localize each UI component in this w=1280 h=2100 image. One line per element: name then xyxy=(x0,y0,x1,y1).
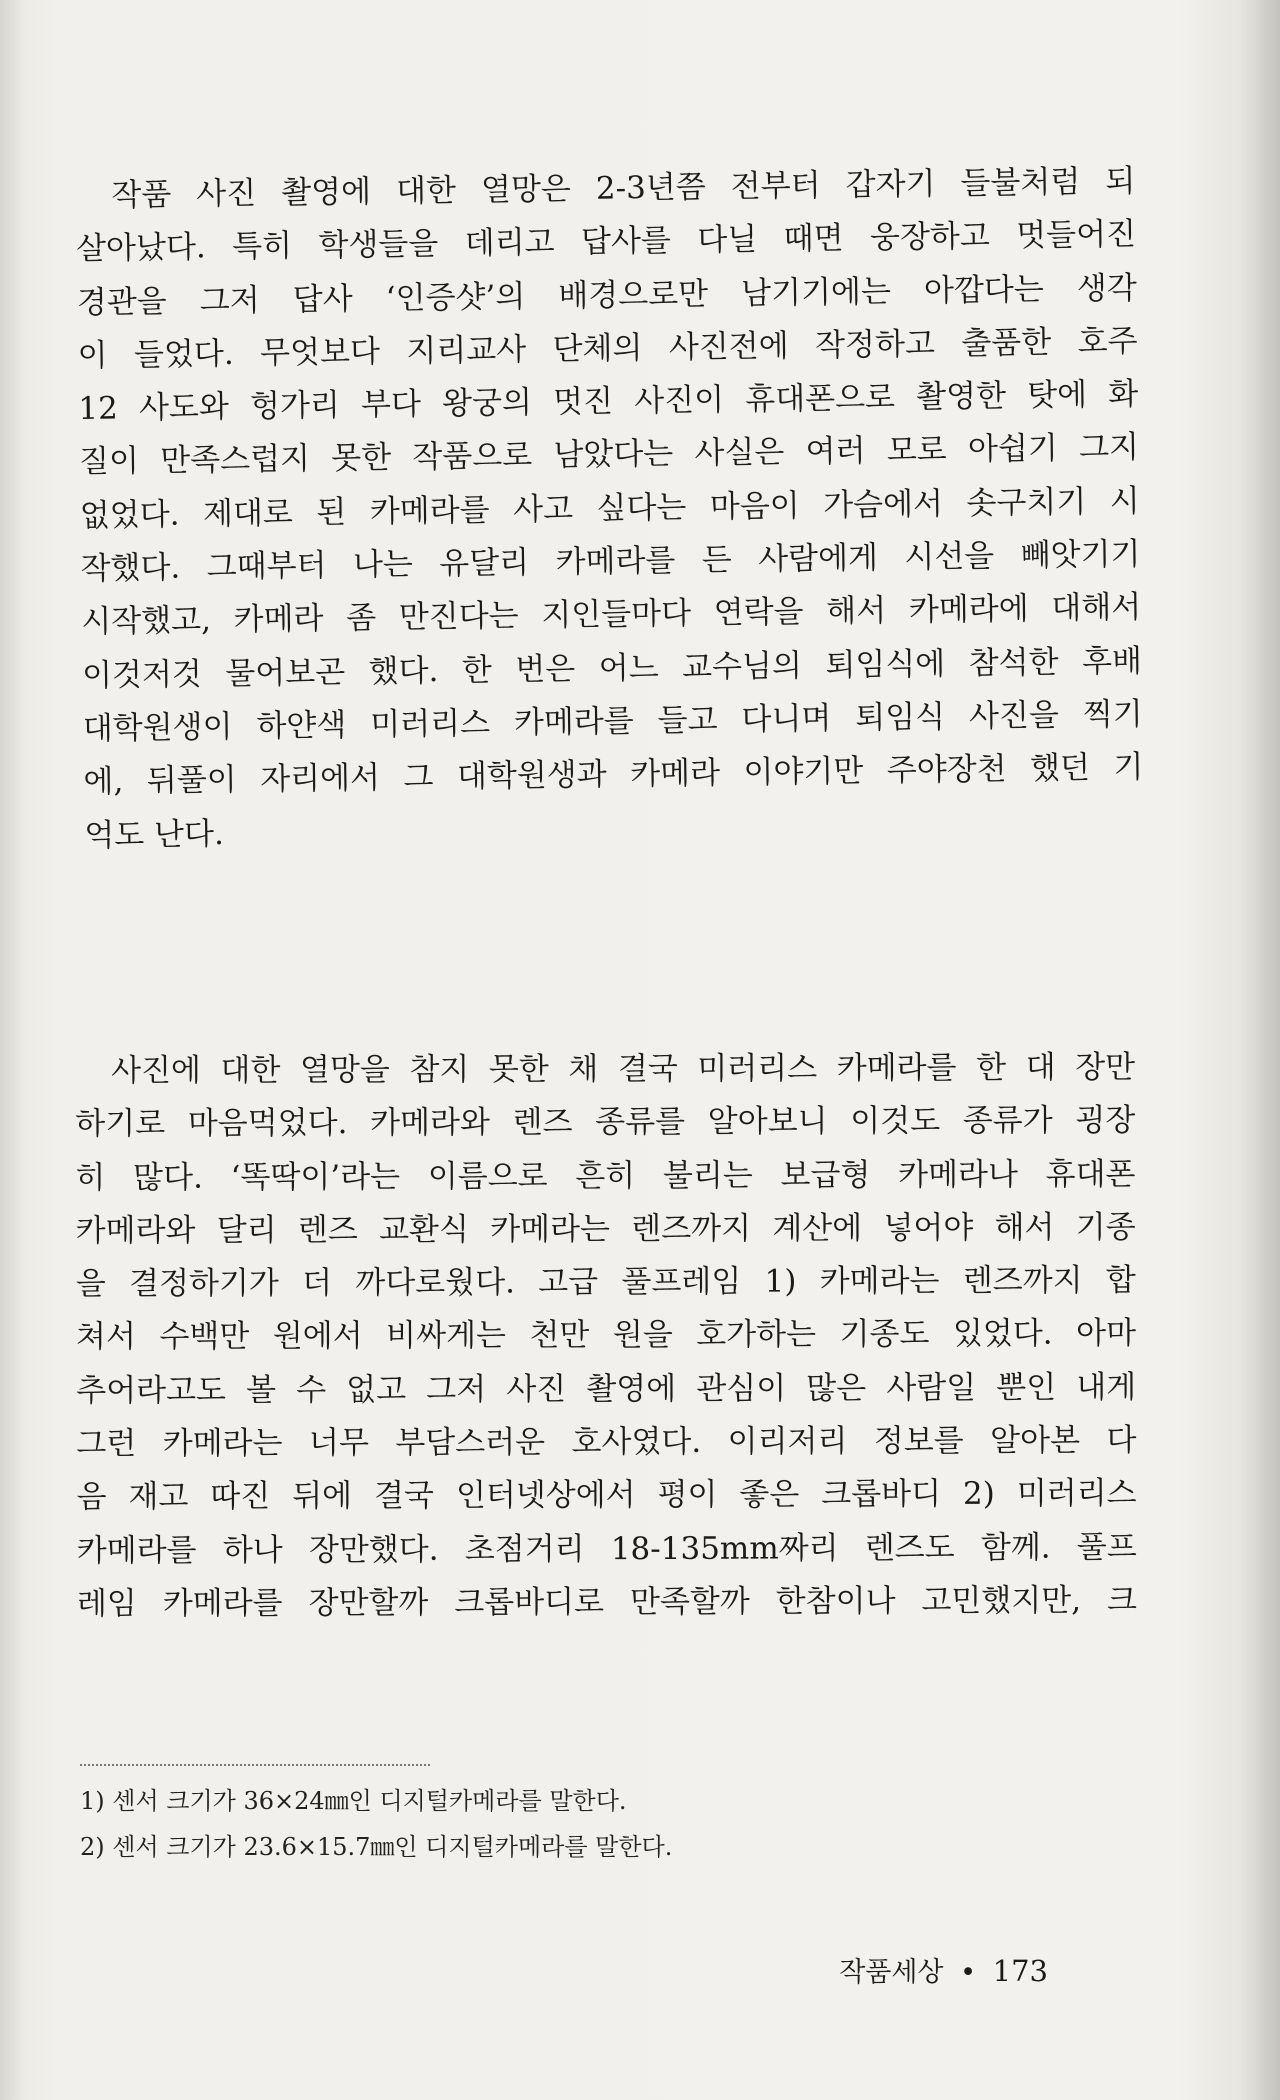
text-line: 억도 난다. xyxy=(84,815,225,854)
text-line: 사진에 대한 열망을 참지 못한 채 결국 미러리스 카메라를 한 대 장만 xyxy=(111,1049,1136,1089)
footnote-1: 1) 센서 크기가 36×24㎜인 디지털카메라를 말한다. xyxy=(80,1787,627,1815)
text-line: 하기로 마음먹었다. 카메라와 렌즈 종류를 알아보니 이것도 종류가 굉장 xyxy=(75,1102,1136,1143)
text-line: 없었다. 제대로 된 카메라를 사고 싶다는 마음이 가슴에서 솟구치기 시 xyxy=(79,482,1140,534)
text-line: 음 재고 따진 뒤에 결국 인터넷상에서 평이 좋은 크롭바디 2) 미러리스 xyxy=(76,1475,1137,1516)
text-line: 살아났다. 특히 학생들을 데리고 답사를 다닐 때면 웅장하고 멋들어진 xyxy=(75,216,1137,268)
text-line: 이 들었다. 무엇보다 지리교사 단체의 사진전에 작정하고 출품한 호주 xyxy=(77,323,1138,374)
text-line: 을 결정하기가 더 까다로웠다. 고급 풀프레임 1) 카메라는 렌즈까지 합 xyxy=(75,1262,1136,1303)
footnotes xyxy=(80,1778,980,1870)
footnote-divider xyxy=(80,1764,430,1766)
text-line: 12 사도와 헝가리 부다 왕궁의 멋진 사진이 휴대폰으로 촬영한 탓에 화 xyxy=(78,376,1139,428)
text-line: 카메라를 하나 장만했다. 초점거리 18-135mm짜리 렌즈도 함께. 풀프 xyxy=(76,1528,1137,1569)
text-line: 그런 카메라는 너무 부담스러운 호사였다. 이리저리 정보를 알아본 다 xyxy=(76,1422,1137,1463)
text-line: 질이 만족스럽지 못한 작품으로 남았다는 사실은 여러 모로 아쉽기 그지 xyxy=(78,429,1140,481)
page-number: 173 xyxy=(992,1954,1048,1988)
text-line: 작품 사진 촬영에 대한 열망은 2-3년쯤 전부터 갑자기 들불처럼 되 xyxy=(111,163,1136,214)
text-line: 에, 뒤풀이 자리에서 그 대학원생과 카메라 이야기만 주야장천 했던 기 xyxy=(83,749,1144,801)
text-line: 작했다. 그때부터 나는 유달리 카메라를 든 사람에게 시선을 빼앗기기 xyxy=(80,536,1141,588)
text-line: 시작했고, 카메라 좀 만진다는 지인들마다 연락을 해서 카메라에 대해서 xyxy=(81,589,1142,641)
text-line: 대학원생이 하얀색 미러리스 카메라를 들고 다니며 퇴임식 사진을 찍기 xyxy=(82,696,1143,747)
text-line: 이것저것 물어보곤 했다. 한 번은 어느 교수님의 퇴임식에 참석한 후배 xyxy=(81,642,1143,694)
footnote-2: 2) 센서 크기가 23.6×15.7㎜인 디지털카메라를 말한다. xyxy=(80,1833,673,1861)
book-page xyxy=(60,0,1220,2100)
text-line: 추어라고도 볼 수 없고 그저 사진 촬영에 관심이 많은 사람일 뿐인 내게 xyxy=(76,1369,1137,1409)
paragraph-1 xyxy=(75,155,1145,863)
text-line: 히 많다. ‘똑딱이’라는 이름으로 흔히 불리는 보급형 카메라나 휴대폰 xyxy=(75,1155,1136,1196)
page-edge-shadow xyxy=(1240,0,1280,2100)
text-line: 쳐서 수백만 원에서 비싸게는 천만 원을 호가하는 기종도 있었다. 아마 xyxy=(75,1315,1137,1356)
paragraph-2 xyxy=(75,1041,1137,1631)
text-line: 경관을 그저 답사 ‘인증샷’의 배경으로만 남기기에는 아깝다는 생각 xyxy=(76,269,1137,321)
text-line: 레임 카메라를 장만할까 크롭바디로 만족할까 한참이나 고민했지만, 크 xyxy=(76,1582,1138,1622)
footer-separator: • xyxy=(960,1957,977,1988)
text-line: 카메라와 달리 렌즈 교환식 카메라는 렌즈까지 계산에 넣어야 해서 기종 xyxy=(75,1209,1136,1249)
page-footer xyxy=(839,1950,1048,1989)
running-section-title: 작품세상 xyxy=(839,1957,944,1988)
